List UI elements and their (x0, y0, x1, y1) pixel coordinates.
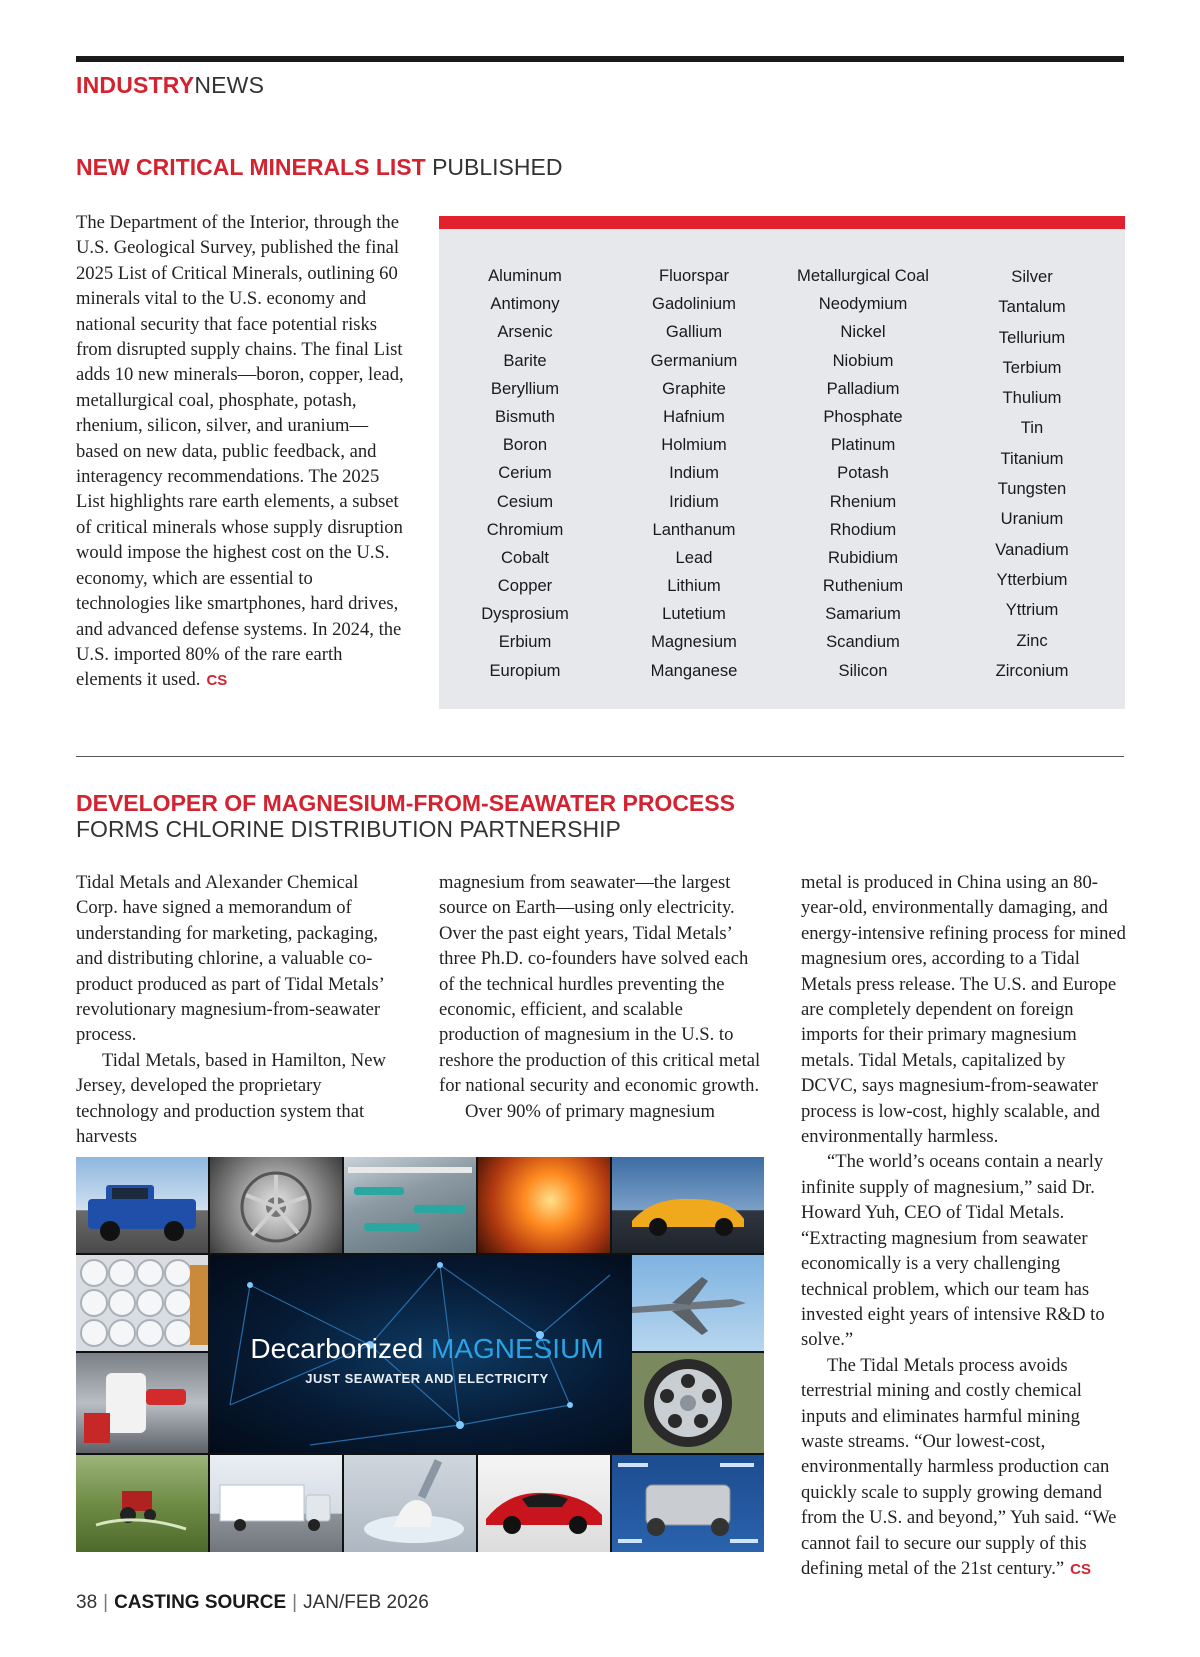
section-label-thin: NEWS (194, 72, 265, 98)
magnesium-powder-photo (344, 1455, 476, 1552)
footer-separator: | (103, 1592, 109, 1613)
turbine-photo (210, 1157, 342, 1253)
mineral-item: Dysprosium (481, 604, 569, 624)
article2-paragraph-text: The Tidal Metals process avoids terrestrial mining and costly chemical inputs and eliminates harmful mining waste streams. “Our lowest-cost, environmentally harmless production can quickly scale to supply growing demand from the U.S. and beyond,” Yuh said. “We cannot fail to secure our supply of this defining metal of the 21st century.” (801, 1354, 1117, 1579)
mineral-item: Nickel (840, 322, 886, 342)
fighter-jet-photo (612, 1255, 764, 1351)
mineral-item: Erbium (498, 632, 552, 652)
article1-headline (76, 154, 562, 181)
mineral-item: Lead (675, 547, 713, 567)
top-rule (76, 56, 1124, 62)
publication-name: CASTING SOURCE (114, 1592, 287, 1613)
mineral-item: Lithium (667, 576, 721, 596)
mineral-item: Niobium (832, 350, 894, 370)
minerals-table (439, 216, 1125, 709)
mineral-item: Chromium (486, 519, 564, 539)
minerals-column-2 (609, 262, 779, 685)
mineral-item: Holmium (661, 435, 727, 455)
article2-paragraph: magnesium from seawater—the largest source on Earth—using only electricity. Over the past eight years, Tidal Metals’ three Ph.D. co-founders have solved each of the technical hurdles preventing the economic, efficient, and scalable production of magnesium in the U.S. to reshore the production of this critical metal for national security and economic growth. (439, 872, 761, 1097)
mineral-item: Boron (502, 435, 548, 455)
issue-date: JAN/FEB 2026 (303, 1592, 429, 1613)
decarbonized-magnesium-panel (210, 1255, 632, 1453)
tractor-field-photo (76, 1455, 208, 1552)
mineral-item: Silicon (838, 660, 888, 680)
mineral-item: Silver (1011, 267, 1053, 286)
collage-title-blue: MAGNESIUM (430, 1333, 604, 1364)
furnace-photo (478, 1157, 610, 1253)
minerals-column-4 (947, 262, 1117, 686)
mineral-item: Beryllium (490, 378, 560, 398)
mineral-item: Tin (1020, 418, 1044, 438)
mineral-item: Tantalum (998, 297, 1066, 317)
article2-paragraph: Tidal Metals and Alexander Chemical Corp. have signed a memorandum of understanding for marketing, packaging, and distributing chlorine, a valuable co-product produced as part of Tidal Metals’ revolutionary magnesium-from-seawater process. (76, 872, 384, 1046)
mineral-item: Titanium (1000, 448, 1064, 468)
alloy-wheel-photo (612, 1353, 764, 1453)
mineral-item: Graphite (662, 378, 726, 398)
page-number: 38 (76, 1592, 98, 1613)
red-corvette-photo (478, 1455, 610, 1552)
mineral-item: Indium (669, 463, 719, 483)
robot-arm-photo (76, 1353, 208, 1453)
mineral-item: Uranium (1000, 509, 1064, 529)
mineral-item: Barite (503, 350, 547, 370)
mineral-item: Terbium (1002, 357, 1062, 377)
article2-headline (76, 790, 735, 842)
mineral-item: Magnesium (651, 632, 737, 652)
mineral-item: Zirconium (995, 660, 1069, 680)
mineral-item: Ytterbium (996, 569, 1068, 589)
article1-end-mark: CS (206, 672, 228, 690)
mineral-item: Cerium (498, 463, 552, 483)
mineral-item: Lanthanum (652, 519, 736, 539)
article2-paragraph: metal is produced in China using an 80-year-old, environmentally damaging, and energy-intensive refining process for mined magnesium ores, according to a Tidal Metals press release. The U.S. and Europe are completely dependent on foreign imports for their primary magnesium metals. Tidal Metals, capitalized by DCVC, says magnesium-from-seawater process is low-cost, highly scalable, and environmentally harmless. (801, 872, 1126, 1148)
mineral-item: Palladium (826, 378, 900, 398)
minerals-column-1 (440, 262, 610, 685)
mineral-item: Thulium (1002, 388, 1062, 408)
mineral-item: Gadolinium (652, 294, 736, 314)
truck-trailer-photo (210, 1455, 342, 1552)
footer-separator: | (292, 1592, 298, 1613)
article1-headline-dark: PUBLISHED (432, 154, 563, 180)
minerals-table-bar (439, 216, 1125, 229)
article1-body-text: The Department of the Interior, through the U.S. Geological Survey, published the final 2025 List of Critical Minerals, outlining 60 minerals vital to the U.S. economy and national security that face potential risks from disrupted supply chains. The final List adds 10 new minerals—boron, copper, lead, metallurgical coal, phosphate, potash, rhenium, silicon, silver, and uranium—based on new data, public feedback, and interagency recommendations. The 2025 List highlights rare earth elements, a subset of critical minerals whose supply disruption would impose the highest cost on the U.S. economy, which are essential to technologies like smartphones, hard drives, and advanced defense systems. In 2024, the U.S. imported 80% of the rare earth elements it used. (76, 212, 404, 691)
mineral-item: Fluorspar (658, 266, 730, 285)
article2-paragraph: Tidal Metals, based in Hamilton, New Jersey, developed the proprietary technology and production system that harvests (76, 1049, 386, 1148)
mineral-item: Antimony (490, 294, 560, 314)
mineral-item: Arsenic (497, 322, 553, 342)
mineral-item: Platinum (830, 435, 896, 455)
collage-title-white: Decarbonized (250, 1333, 431, 1364)
pickup-truck-photo (76, 1157, 208, 1253)
page-footer (76, 1592, 429, 1614)
mineral-item: Rubidium (827, 547, 899, 567)
aircraft-factory-photo (344, 1157, 476, 1253)
article2-paragraph: Over 90% of primary magnesium (465, 1100, 715, 1122)
article2-column-2 (439, 870, 764, 1124)
section-label (76, 72, 264, 99)
mineral-item: Gallium (665, 322, 723, 342)
mineral-item: Hafnium (663, 406, 725, 426)
mineral-item: Tungsten (997, 479, 1067, 499)
mineral-item: Aluminum (488, 266, 562, 285)
article1-body (76, 210, 406, 694)
magnesium-collage-image (76, 1157, 764, 1552)
mineral-item: Lutetium (662, 604, 726, 624)
mineral-item: Ruthenium (822, 576, 904, 596)
article2-headline-dark: FORMS CHLORINE DISTRIBUTION PARTNERSHIP (76, 816, 621, 842)
mineral-item: Bismuth (495, 406, 555, 426)
article2-paragraph: “The world’s oceans contain a nearly infinite supply of magnesium,” said Dr. Howard Yuh, CEO of Tidal Metals. “Extracting magnesium from seawater economically is a very challenging technical problem, which our team has invested eight years of intensive R&D to solve.” (801, 1151, 1105, 1351)
battery-cells-photo (76, 1255, 208, 1351)
mineral-item: Metallurgical Coal (797, 266, 929, 285)
mineral-item: Cesium (496, 491, 554, 511)
mineral-item: Vanadium (995, 539, 1069, 559)
mineral-item: Rhenium (829, 491, 897, 511)
article2-column-3 (801, 870, 1126, 1582)
article2-headline-red: DEVELOPER OF MAGNESIUM-FROM-SEAWATER PROCESS (76, 790, 735, 816)
mineral-item: Tellurium (998, 327, 1066, 347)
mineral-item: Neodymium (818, 294, 908, 314)
mineral-item: Samarium (825, 604, 901, 624)
mineral-item: Zinc (1016, 630, 1048, 650)
mineral-item: Scandium (826, 632, 900, 652)
article2-end-mark: CS (1070, 1560, 1091, 1578)
mineral-item: Phosphate (823, 406, 903, 426)
mineral-item: Iridium (669, 491, 719, 511)
section-label-bold: INDUSTRY (76, 72, 195, 98)
minerals-column-3 (778, 262, 948, 685)
mineral-item: Yttrium (1005, 600, 1059, 620)
vehicle-chassis-diagram (612, 1455, 764, 1552)
article1-headline-red: NEW CRITICAL MINERALS LIST (76, 154, 426, 180)
section-divider (76, 756, 1124, 757)
mineral-item: Cobalt (501, 547, 549, 567)
mineral-item: Rhodium (829, 519, 897, 539)
article2-paragraph (801, 1353, 1126, 1583)
mineral-item: Manganese (650, 660, 738, 680)
mineral-item: Europium (489, 660, 561, 680)
collage-title (222, 1333, 632, 1365)
mineral-item: Copper (497, 576, 553, 596)
collage-subtitle: JUST SEAWATER AND ELECTRICITY (305, 1371, 549, 1386)
mineral-item: Potash (837, 463, 889, 483)
article2-column-1 (76, 870, 401, 1149)
mineral-item: Germanium (650, 350, 738, 370)
sports-car-photo (612, 1157, 764, 1253)
